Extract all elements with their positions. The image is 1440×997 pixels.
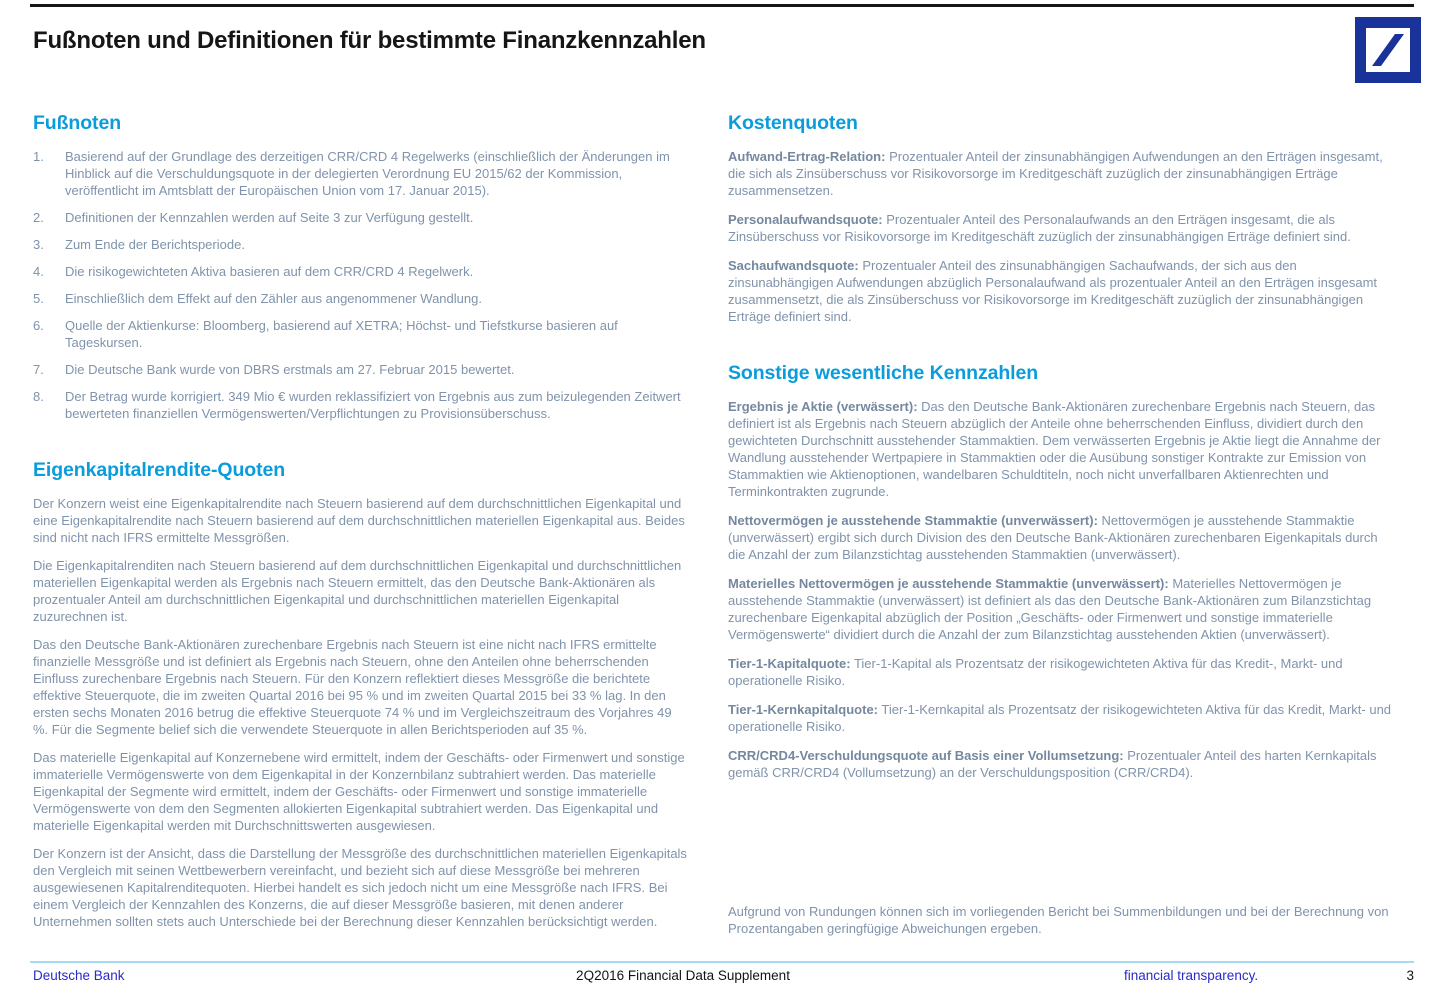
footnote-item [33,290,690,307]
definition-item [728,398,1396,500]
footnote-item [33,317,690,351]
footnote-list [33,148,690,422]
definition-term: Tier-1-Kernkapitalquote: [728,702,879,717]
footnote-text: Der Betrag wurde korrigiert. 349 Mio € wurden reklassifiziert von Ergebnis aus zum beizulegenden Zeitwert bewerteten finanziellen Vermögenswerten/Verpflichtungen zu Provisionsüberschuss. [65,389,681,421]
footnote-item [33,388,690,422]
definition-item [728,257,1396,325]
equity-paragraph: Der Konzern weist eine Eigenkapitalrendite nach Steuern basierend auf dem durchschnittlichen Eigenkapital und eine Eigenkapitalrendite nach Steuern basierend auf dem durchschnittlichen materiellen Eigenkapital aus. Beides sind nicht nach IFRS ermittelte Messgrößen. [33,496,685,545]
right-column [728,112,1396,793]
footnote-item [33,148,690,199]
footer-rule [30,961,1414,963]
definition-item [728,701,1396,735]
definition-term: Ergebnis je Aktie (verwässert): [728,399,918,414]
footnote-text: Zum Ende der Berichtsperiode. [65,237,245,252]
footnote-number: 1. [33,149,44,164]
cost-ratios-section [728,112,1396,325]
footnote-text: Einschließlich dem Effekt auf den Zähler aus angenommener Wandlung. [65,291,482,306]
definition-item [728,512,1396,563]
footnote-number: 8. [33,389,44,404]
footer-page-number: 3 [1406,968,1414,983]
definition-term: Personalaufwandsquote: [728,212,883,227]
definition-text: Nettovermögen je ausstehende Stammaktie (unverwässert) ergibt sich durch Division des den Deutsche Bank-Aktionären zurechenbaren Eigenkapitals durch die Anzahl der zum Bilanzstichtag ausstehenden Stammaktien (unverwässert). [728,513,1378,562]
definition-term: Materielles Nettovermögen je ausstehende Stammaktie (unverwässert): [728,576,1169,591]
definition-term: Sachaufwandsquote: [728,258,859,273]
definition-text: Prozentualer Anteil des zinsunabhängigen Sachaufwands, der sich aus den zinsunabhängigen Aufwendungen abzüglich Personalaufwand als prozentualer Anteil an den Erträgen insgesamt zusammensetzt, die als Zinsüberschuss vor Risikovorsorge im Kreditgeschäft zuzüglich der zinsunabhängigen Erträge definiert sind. [728,258,1378,324]
definition-text: Tier-1-Kernkapital als Prozentsatz der risikogewichteten Aktiva für das Kredit, Markt- und operationelle Risiko. [728,702,1392,734]
left-column [33,112,690,941]
footnote-item [33,209,690,226]
equity-return-section [33,459,690,930]
footnote-text: Definitionen der Kennzahlen werden auf Seite 3 zur Verfügung gestellt. [65,210,474,225]
page-title: Fußnoten und Definitionen für bestimmte Finanzkennzahlen [33,27,706,54]
definition-text: Das den Deutsche Bank-Aktionären zurechenbare Ergebnis nach Steuern, das definiert ist als Ergebnis nach Steuern abzüglich der Anteile ohne beherrschenden Einfluss, dividiert durch den gewichteten Durchschnitt ausstehender Stammaktien. Dem verwässerten Ergebnis je Aktie liegt die Annahme der Wandlung ausstehender Wertpapiere in Stammaktien oder die Ausübung sonstiger Kontrakte zur Emission von Stammaktien wie Aktienoptionen, wandelbaren Schuldtiteln, noch nicht unverfallbaren Aktienrechten und Terminkontrakten zugrunde. [728,399,1381,499]
footnote-item [33,361,690,378]
definition-term: Nettovermögen je ausstehende Stammaktie (unverwässert): [728,513,1098,528]
rounding-note: Aufgrund von Rundungen können sich im vorliegenden Bericht bei Summenbildungen und bei der Berechnung von Prozentangaben geringfügige Abweichungen ergeben. [728,904,1389,936]
footnote-item [33,263,690,280]
equity-paragraph: Der Konzern ist der Ansicht, dass die Darstellung der Messgröße des durchschnittlichen materiellen Eigenkapitals den Vergleich mit seinen Wettbewerbern vereinfacht, und bezieht sich auf diese Messgröße bei mehreren ausgewiesenen Kapitalrenditequoten. Hierbei handelt es sich jedoch nicht um eine Messgröße nach IFRS. Bei einem Vergleich der Kennzahlen des Konzerns, die auf dieser Messgröße basieren, mit denen anderer Unternehmen sollten stets auch Unterschiede bei der Berechnung dieser Kennzahlen berücksichtigt werden. [33,846,687,929]
footnote-number: 4. [33,264,44,279]
equity-paragraph: Das materielle Eigenkapital auf Konzernebene wird ermittelt, indem der Geschäfts- oder Firmenwert und sonstige immaterielle Vermögenswerte von dem Eigenkapital in der Konzernbilanz subtrahiert werden. Das materielle Eigenkapital der Segmente wird ermittelt, indem der Geschäfts- oder Firmenwert und sonstige immaterielle Vermögenswerte von dem den Segmenten allokierten Eigenkapital subtrahiert werden. Das Eigenkapital und materielle Eigenkapital werden mit Durchschnittswerten ausgewiesen. [33,750,685,833]
definition-item [728,211,1396,245]
equity-paragraph: Die Eigenkapitalrenditen nach Steuern basierend auf dem durchschnittlichen Eigenkapital und durchschnittlichen materiellen Eigenkapital werden als Ergebnis nach Steuern ermittelt, das den Deutsche Bank-Aktionären als prozentualer Anteil am durchschnittlichen Eigenkapital und durchschnittlichen materiellen Eigenkapital zuzurechnen ist. [33,558,682,624]
cost-ratios-heading: Kostenquoten [728,112,858,134]
footnote-text: Die Deutsche Bank wurde von DBRS erstmals am 27. Februar 2015 bewertet. [65,362,515,377]
equity-return-heading: Eigenkapitalrendite-Quoten [33,459,286,481]
definition-item [728,575,1396,643]
definition-item [728,747,1396,781]
footnote-number: 2. [33,210,44,225]
definition-item [728,655,1396,689]
definition-text: Tier-1-Kapital als Prozentsatz der risikogewichteten Aktiva für das Kredit-, Markt- und operationelle Risiko. [728,656,1343,688]
footnote-item [33,236,690,253]
footnote-number: 5. [33,291,44,306]
other-key-figures-heading: Sonstige wesentliche Kennzahlen [728,362,1039,384]
footnote-number: 6. [33,318,44,333]
definition-text: Prozentualer Anteil des harten Kernkapitals gemäß CRR/CRD4 (Vollumsetzung) an der Verschuldungsposition (CRR/CRD4). [728,748,1377,780]
other-key-figures-section [728,362,1396,781]
definition-term: Aufwand-Ertrag-Relation: [728,149,886,164]
deutsche-bank-logo [1355,17,1421,83]
definition-item [728,148,1396,199]
footer-brand: Deutsche Bank [33,968,125,983]
definition-text: Prozentualer Anteil des Personalaufwands an den Erträgen insgesamt, die als Zinsüberschuss vor Risikovorsorge im Kreditgeschäft zuzüglich der zinsunabhängigen Erträge definiert sind. [728,212,1351,244]
top-rule [30,4,1414,7]
footnote-text: Quelle der Aktienkurse: Bloomberg, basierend auf XETRA; Höchst- und Tiefstkurse basieren auf Tageskursen. [65,318,618,350]
footnotes-section [33,112,690,422]
definition-term: Tier-1-Kapitalquote: [728,656,851,671]
definition-text: Prozentualer Anteil der zinsunabhängigen Aufwendungen an den Erträgen insgesamt, die sich als Zinsüberschuss vor Risikovorsorge im Kreditgeschäft zuzüglich der zinsunabhängigen Erträge zusammensetzen. [728,149,1383,198]
footnote-number: 7. [33,362,44,377]
definition-term: CRR/CRD4-Verschuldungsquote auf Basis einer Vollumsetzung: [728,748,1124,763]
footer-tagline: financial transparency. [1124,968,1259,983]
footnote-text: Basierend auf der Grundlage des derzeitigen CRR/CRD 4 Regelwerks (einschließlich der Änderungen im Hinblick auf die Verschuldungsquote in der delegierten Verordnung EU 2015/62 der Kommission, veröffentlicht im Amtsblatt der Europäischen Union vom 17. Januar 2015). [65,149,670,198]
equity-paragraph: Das den Deutsche Bank-Aktionären zurechenbare Ergebnis nach Steuern ist eine nicht nach IFRS ermittelte finanzielle Messgröße und ist definiert als Ergebnis nach Steuern, ohne den Anteilen ohne beherrschenden Einfluss zurechenbare Ergebnis nach Steuern. Für den Konzern reflektiert dieses Messgröße die berichtete effektive Steuerquote, die im zweiten Quartal 2016 bei 95 % und im zweiten Quartal 2015 bei 33 % lag. In den ersten sechs Monaten 2016 betrug die effektive Steuerquote 74 % und im Vergleichszeitraum des Vorjahres 49 %. Für die Segmente belief sich die verwendete Steuerquote in allen Berichtsperioden auf 35 %. [33,637,672,737]
footnote-text: Die risikogewichteten Aktiva basieren auf dem CRR/CRD 4 Regelwerk. [65,264,474,279]
footnotes-heading: Fußnoten [33,112,122,134]
footer-document-title: 2Q2016 Financial Data Supplement [576,968,790,983]
definition-text: Materielles Nettovermögen je ausstehende Stammaktie (unverwässert) ist definiert als das den Deutsche Bank-Aktionären zum Bilanzstichtag zurechenbare Eigenkapital abzüglich der Position „Geschäfts- oder Firmenwert und sonstige immaterielle Vermögenswerte“ dividiert durch die Anzahl der zum Bilanzstichtag ausstehenden Aktien (unverwässert). [728,576,1372,642]
footnote-number: 3. [33,237,44,252]
